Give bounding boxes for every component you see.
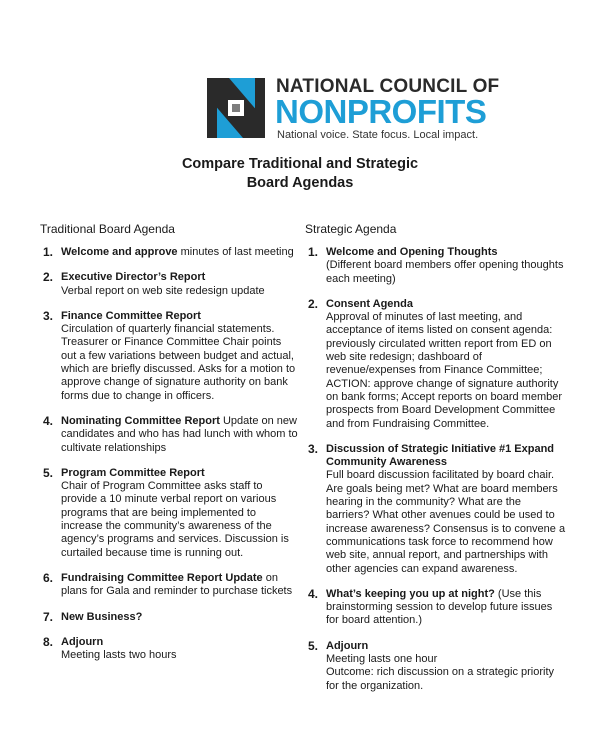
strategic-item-5 — [305, 640, 567, 693]
item-heading: Welcome and approve — [61, 246, 178, 258]
item-body: Meeting lasts two hours — [61, 649, 177, 662]
traditional-item-1 — [40, 246, 298, 259]
logo — [207, 76, 500, 144]
item-number: 2. — [308, 296, 319, 311]
title-line1: Compare Traditional and Strategic — [181, 156, 419, 172]
item-heading: Discussion of Strategic Initiative #1 Expand Community Awareness — [326, 442, 555, 469]
traditional-item-3 — [40, 310, 298, 403]
item-number: 5. — [308, 638, 319, 653]
item-body: Circulation of quarterly financial statements. Treasurer or Finance Committee Chair points out a few variations between budget and actual, which are briefly discussed. Asks for a motion to approve change of signature authority on bank forms due to change in officers. — [61, 323, 296, 402]
strategic-agenda-column — [305, 222, 567, 705]
item-heading-rest: (Use this brainstorming session to develop future issues for board attention.) — [326, 587, 553, 627]
item-heading: Finance Committee Report — [61, 309, 201, 322]
traditional-item-4 — [40, 415, 298, 455]
item-heading: Fundraising Committee Report Update — [61, 571, 263, 584]
item-heading-rest: on plans for Gala and reminder to purchase tickets — [61, 571, 293, 598]
item-heading-line — [61, 415, 298, 455]
item-heading-line — [61, 310, 298, 323]
logo-line1: NATIONAL COUNCIL OF — [276, 76, 500, 97]
item-heading: Welcome and Opening Thoughts — [326, 246, 498, 258]
item-heading-line — [61, 467, 298, 480]
item-heading-line — [326, 640, 567, 653]
document-title — [0, 155, 600, 193]
logo-line2: NONPROFITS — [275, 93, 487, 130]
traditional-agenda-heading: Traditional Board Agenda — [40, 222, 175, 236]
item-heading-line — [61, 246, 298, 259]
item-body: Approval of minutes of last meeting, and acceptance of items listed on consent agenda: previously circulated written report from ED on web site redesign; dashboard of revenue/expenses from Finance Committee; ACTION: approve change of signature authority on bank forms; Accept reports on board member prospects from Board Development Committee and from Fundraising Committee. — [326, 311, 563, 430]
item-number: 7. — [43, 609, 54, 624]
item-number: 2. — [43, 270, 54, 285]
item-body: Chair of Program Committee asks staff to provide a 10 minute verbal report on various programs that are being implemented to increase the community’s awareness of the agency’s programs and services. Discussion is curtailed because time is running out. — [61, 480, 289, 559]
item-heading: Nominating Committee Report — [61, 414, 220, 427]
item-heading-line — [326, 443, 567, 470]
strategic-item-3 — [305, 443, 567, 576]
title-line2: Board Agendas — [246, 175, 354, 191]
item-heading: Executive Director’s Report — [61, 271, 206, 284]
logo-tagline: National voice. State focus. Local impact. — [277, 129, 479, 141]
item-number: 4. — [308, 586, 319, 601]
item-number: 8. — [43, 634, 54, 649]
traditional-item-2 — [40, 271, 298, 298]
item-heading-rest: Update on new candidates and who has had lunch with whom to cultivate relationships — [61, 414, 298, 454]
item-number: 1. — [43, 245, 54, 259]
item-heading: Program Committee Report — [61, 466, 205, 479]
item-heading-line — [61, 611, 298, 624]
traditional-agenda-list — [40, 246, 298, 662]
traditional-item-6 — [40, 572, 298, 599]
item-heading-line — [326, 298, 567, 311]
item-heading: Adjourn — [61, 635, 104, 648]
item-number: 4. — [43, 413, 54, 428]
strategic-agenda-heading: Strategic Agenda — [305, 222, 397, 236]
item-heading: Adjourn — [326, 639, 369, 652]
item-heading-rest: minutes of last meeting — [177, 246, 294, 258]
ncn-logo-mark-icon — [207, 78, 265, 138]
item-heading: What’s keeping you up at night? — [326, 587, 495, 600]
item-body: (Different board members offer opening thoughts each meeting) — [326, 259, 564, 285]
item-heading-line — [61, 572, 298, 599]
item-body: Verbal report on web site redesign update — [61, 284, 265, 297]
traditional-item-5 — [40, 467, 298, 560]
traditional-agenda-column — [40, 222, 298, 674]
item-heading-line — [326, 246, 567, 259]
item-heading-line — [61, 271, 298, 284]
item-number: 1. — [308, 245, 319, 259]
item-number: 3. — [308, 441, 319, 456]
item-number: 3. — [43, 308, 54, 323]
item-body: Full board discussion facilitated by board chair. Are goals being met? What are board members hearing in the community? What are the barriers? What other avenues could be used to increase awareness? Consensus is to convene a communications task force to recommend how web site, annual report, and partnerships with other agencies can expand awareness. — [326, 469, 566, 575]
item-heading-line — [326, 588, 567, 628]
item-body-outcome: Outcome: rich discussion on a strategic priority for the organization. — [326, 666, 555, 692]
item-number: 6. — [43, 570, 54, 585]
strategic-item-2 — [305, 298, 567, 431]
item-heading-line — [61, 636, 298, 649]
strategic-item-1 — [305, 246, 567, 286]
traditional-item-7 — [40, 611, 298, 624]
item-heading: Consent Agenda — [326, 297, 413, 310]
item-heading: New Business? — [61, 610, 143, 623]
traditional-item-8 — [40, 636, 298, 663]
strategic-item-4 — [305, 588, 567, 628]
item-number: 5. — [43, 465, 54, 480]
strategic-agenda-list — [305, 246, 567, 693]
item-body: Meeting lasts one hour — [326, 653, 438, 666]
